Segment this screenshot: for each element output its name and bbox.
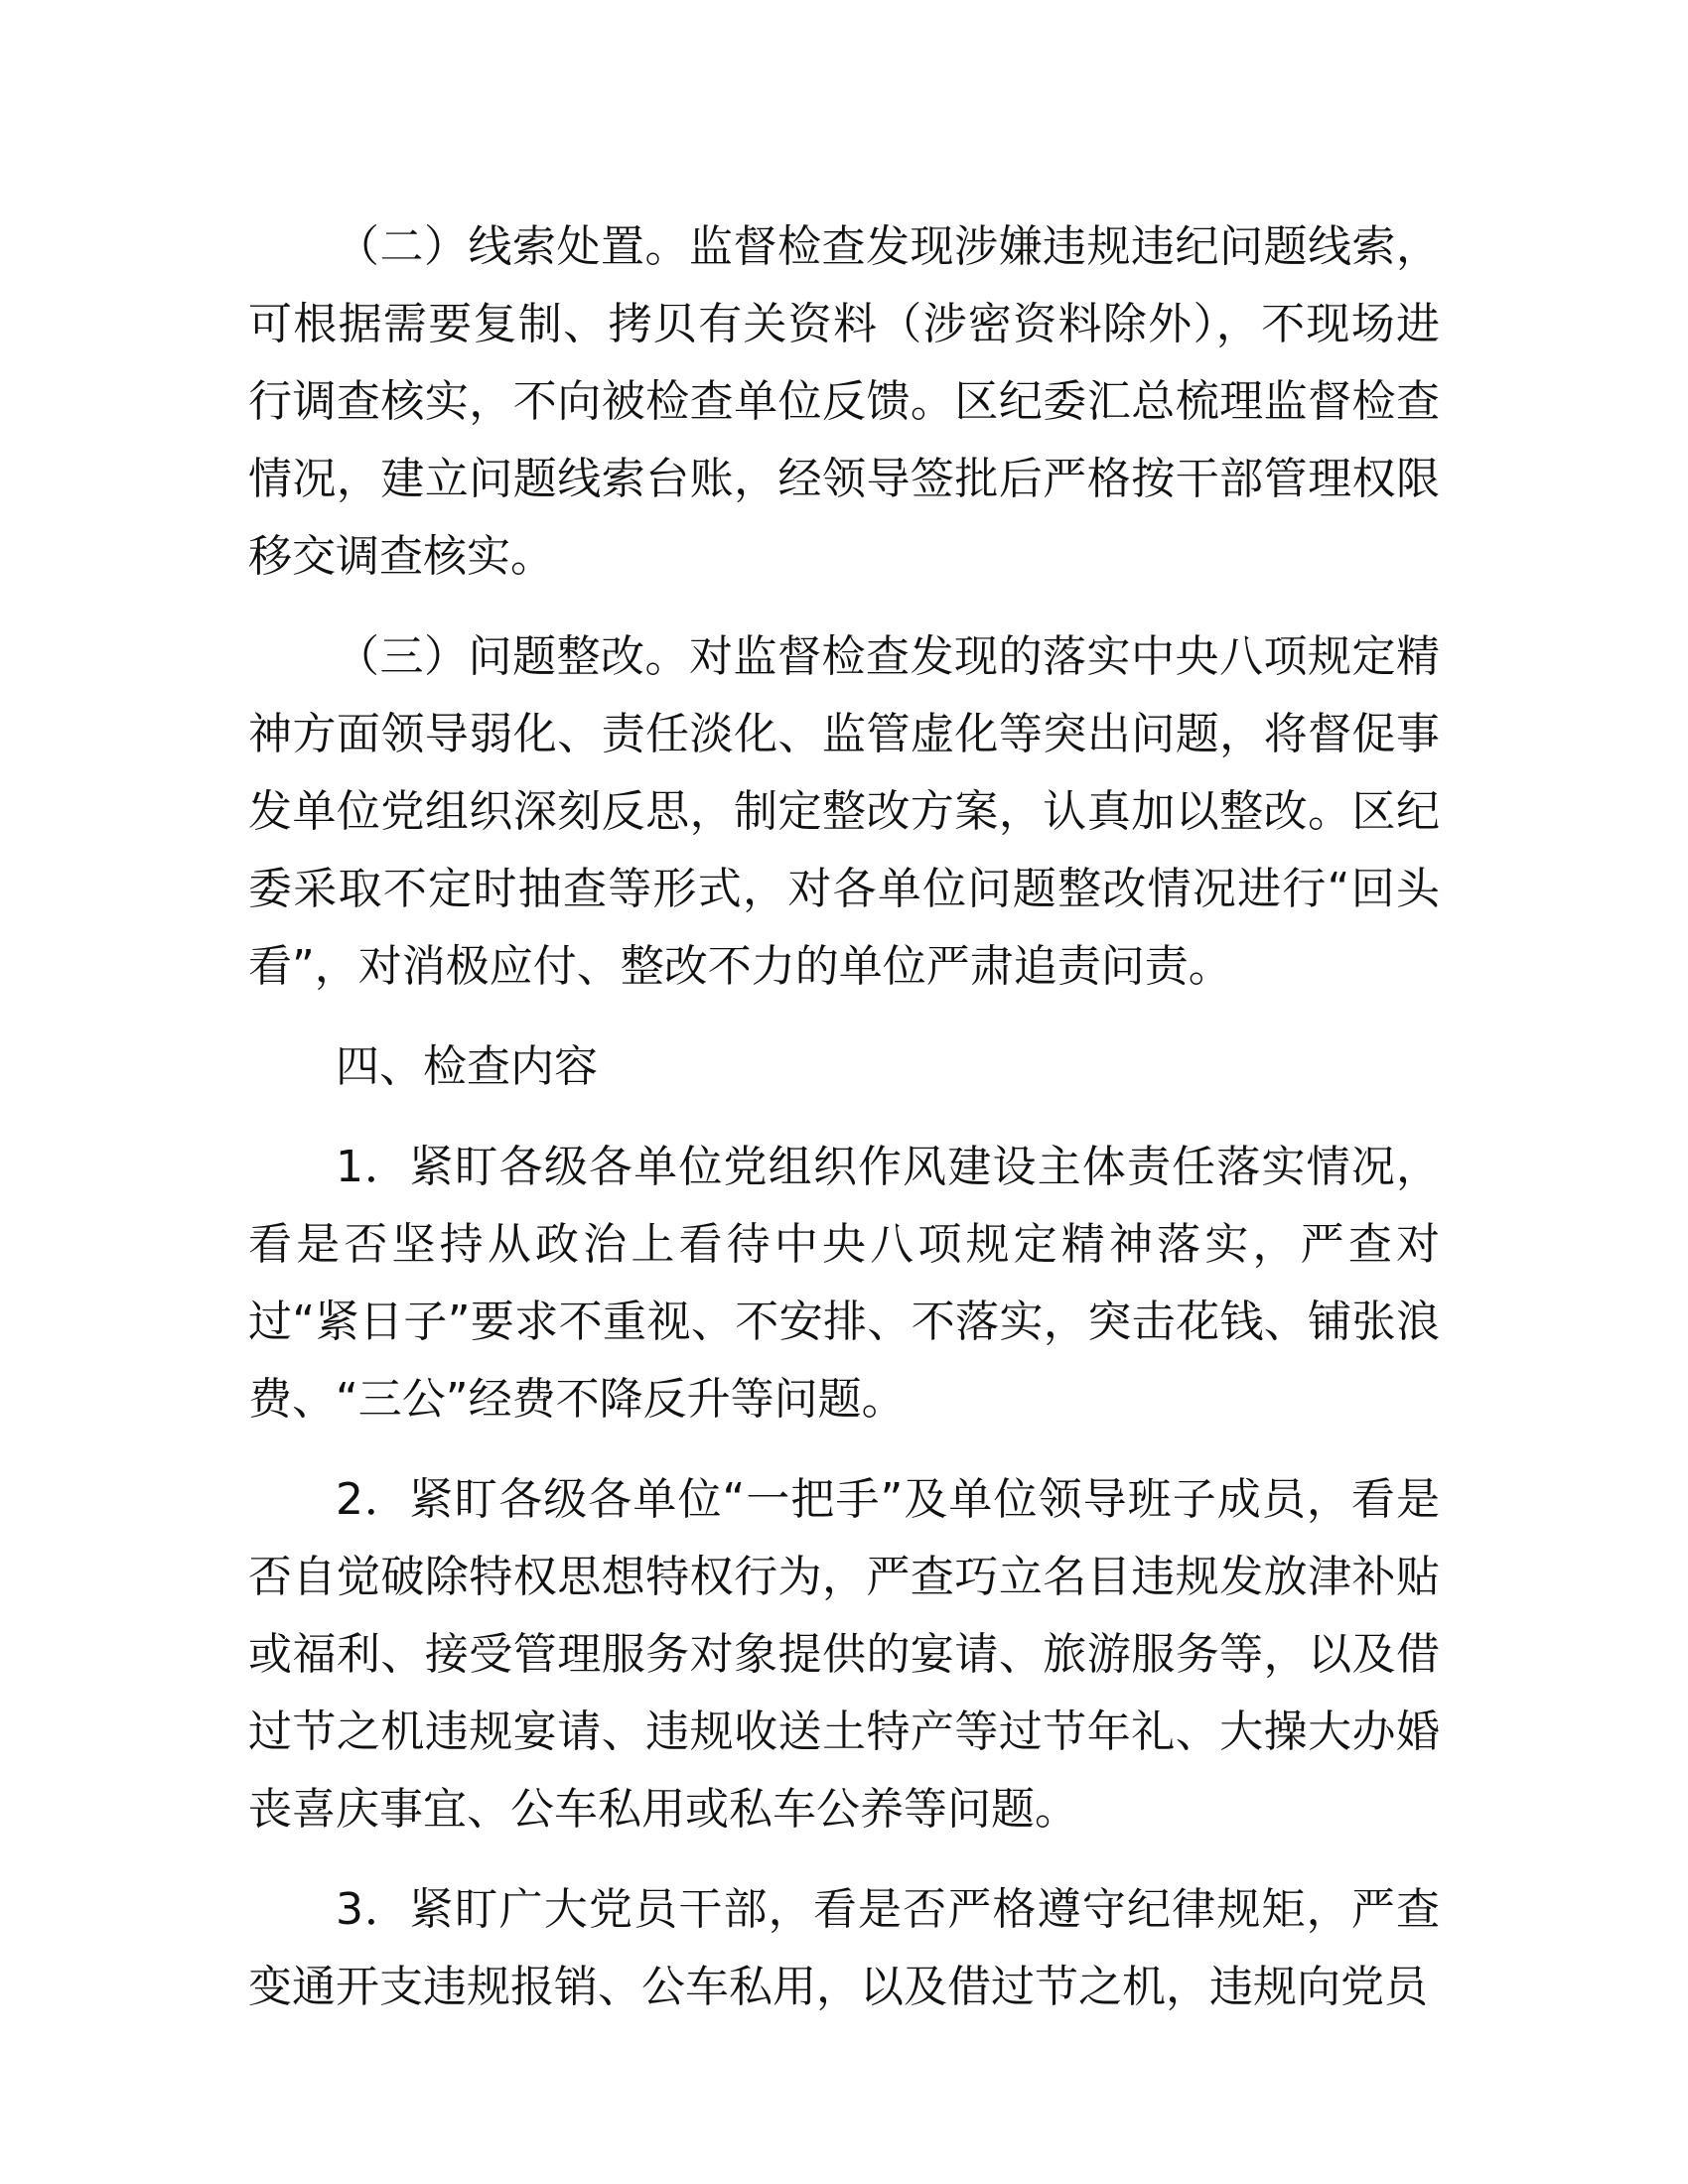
document-body [248,208,1440,2049]
section-heading-inspection-content: 四、检查内容 [336,1041,598,1092]
paragraph-clue-handling: （二）线索处置。监督检查发现涉嫌违规违纪问题线索，可根据需要复制、拷贝有关资料（涉密资料除外），不现场进行调查核实，不向被检查单位反馈。区纪委汇总梳理监督检查情况，建立问题线索台账，经领导签批后严格按干部管理权限移交调查核实。 [248,221,1440,582]
list-item-2: 2．紧盯各级各单位“一把手”及单位领导班子成员，看是否自觉破除特权思想特权行为，严查巧立名目违规发放津补贴或福利、接受管理服务对象提供的宴请、旅游服务等，以及借过节之机违规宴请、违规收送土特产等过节年礼、大操大办婚丧喜庆事宜、公车私用或私车公养等问题。 [248,1474,1440,1835]
paragraph-rectification: （三）问题整改。对监督检查发现的落实中央八项规定精神方面领导弱化、责任淡化、监管虚化等突出问题，将督促事发单位党组织深刻反思，制定整改方案，认真加以整改。区纪委采取不定时抽查等形式，对各单位问题整改情况进行“回头看”，对消极应付、整改不力的单位严肃追责问责。 [248,631,1440,992]
list-item-1: 1．紧盯各级各单位党组织作风建设主体责任落实情况，看是否坚持从政治上看待中央八项规定精神落实，严查对过“紧日子”要求不重视、不安排、不落实，突击花钱、铺张浪费、“三公”经费不降反升等问题。 [248,1142,1440,1425]
list-item-3: 3．紧盯广大党员干部，看是否严格遵守纪律规矩，严查变通开支违规报销、公车私用，以及借过节之机，违规向党员 [248,1884,1440,2012]
